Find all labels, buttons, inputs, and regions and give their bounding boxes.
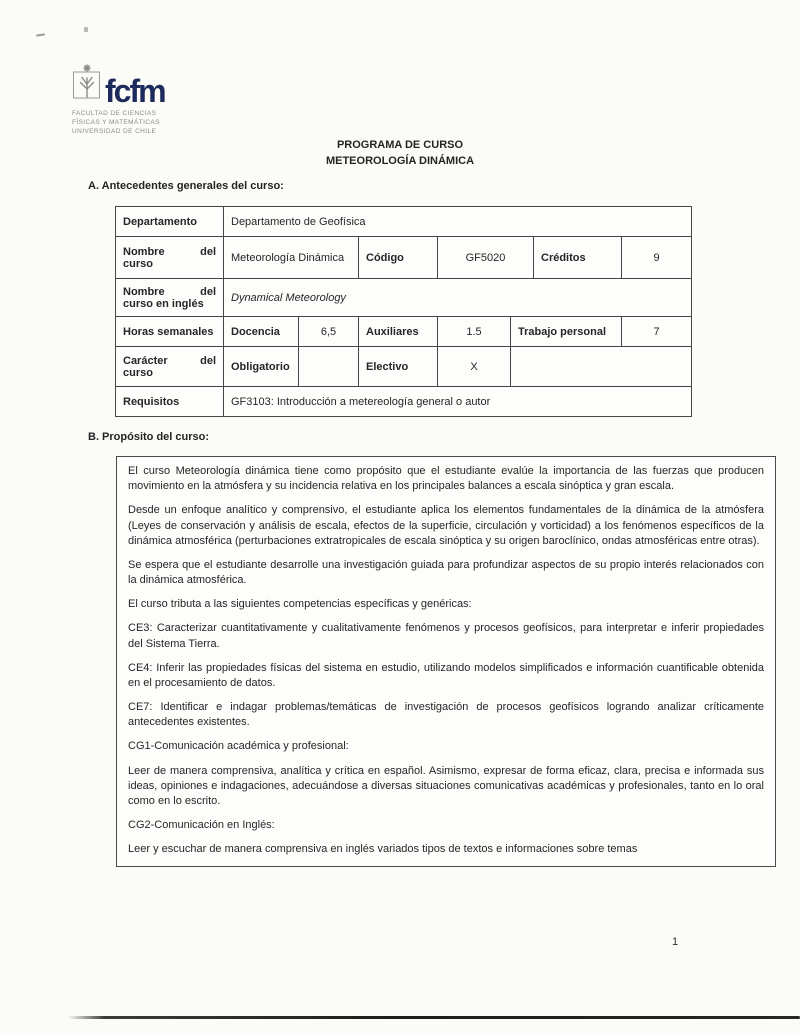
purpose-paragraph-cg2: CG2-Comunicación en Inglés:	[128, 819, 275, 832]
scan-edge-line	[68, 1016, 800, 1019]
scan-speck	[84, 27, 88, 32]
trabajo-personal-value: 7	[622, 317, 692, 347]
electivo-label: Electivo	[359, 347, 438, 387]
auxiliares-label: Auxiliares	[359, 317, 438, 347]
docencia-value: 6,5	[299, 317, 359, 347]
purpose-text-box	[116, 456, 776, 867]
requisitos-value: GF3103: Introducción a metereología general o autor	[224, 387, 692, 417]
caracter-label: Carácter del curso	[116, 347, 224, 387]
creditos-value: 9	[622, 237, 692, 279]
course-info-table	[115, 206, 692, 417]
purpose-paragraph: Leer y escuchar de manera comprensiva en inglés variados tipos de textos e informaciones sobre temas	[128, 843, 638, 856]
row-departamento	[116, 207, 692, 237]
electivo-value: X	[438, 347, 511, 387]
purpose-paragraph: Leer de manera comprensiva, analítica y crítica en español. Asimismo, expresar de forma eficaz, clara, precisa e informada sus ideas, opiniones e indagaciones, adecuándose a diversas situaciones comunicativas académicas y profesionales, tanto en lo oral como en lo escrito.	[128, 764, 764, 807]
nombre-ingles-value: Dynamical Meteorology	[224, 279, 692, 317]
nombre-curso-label: Nombre del curso	[116, 237, 224, 279]
codigo-label: Código	[359, 237, 438, 279]
purpose-paragraph-ce7: CE7: Identificar e indagar problemas/temáticas de investigación de procesos geofísicos logrando analizar críticamente antecedentes existentes.	[128, 701, 764, 729]
purpose-paragraph: El curso tributa a las siguientes competencias específicas y genéricas:	[128, 598, 472, 611]
horas-label: Horas semanales	[116, 317, 224, 347]
nombre-ingles-label: Nombre del curso en inglés	[116, 279, 224, 317]
row-caracter-curso	[116, 347, 692, 387]
creditos-label: Créditos	[534, 237, 622, 279]
logo-subtext-line: UNIVERSIDAD DE CHILE	[72, 128, 157, 136]
docencia-label: Docencia	[224, 317, 299, 347]
purpose-paragraph-cg1: CG1-Comunicación académica y profesional:	[128, 740, 349, 753]
row-nombre-curso	[116, 237, 692, 279]
obligatorio-label: Obligatorio	[224, 347, 299, 387]
fcfm-wordmark: fcfm	[105, 72, 165, 109]
document-title	[0, 138, 800, 170]
row-nombre-ingles	[116, 279, 692, 317]
trabajo-personal-label: Trabajo personal	[511, 317, 622, 347]
purpose-paragraph-ce3: CE3: Caracterizar cuantitativamente y cualitativamente fenómenos y procesos geofísicos, para interpretar e inferir propiedades del Sistema Tierra.	[128, 622, 764, 650]
auxiliares-value: 1.5	[438, 317, 511, 347]
obligatorio-value	[299, 347, 359, 387]
scan-speck	[36, 33, 45, 36]
departamento-value: Departamento de Geofísica	[224, 207, 692, 237]
logo-subtext-line: FÍSICAS Y MATEMÁTICAS	[72, 119, 160, 127]
logo-subtext-line: FACULTAD DE CIENCIAS	[72, 110, 157, 117]
section-b-heading: B. Propósito del curso:	[88, 431, 210, 443]
requisitos-label: Requisitos	[116, 387, 224, 417]
row-horas-semanales	[116, 317, 692, 347]
purpose-paragraph: El curso Meteorología dinámica tiene como propósito que el estudiante evalúe la importancia de las fuerzas que producen movimiento en la atmósfera y su incidencia relativa en los principales balances a escala sinóptica y gran escala.	[128, 465, 764, 493]
title-line-1: PROGRAMA DE CURSO	[336, 139, 464, 151]
purpose-paragraph: Desde un enfoque analítico y comprensivo, el estudiante aplica los elementos fundamentales de la dinámica de la atmósfera (Leyes de conservación y análisis de escala, efectos de la superficie, circulación y vorticidad) a los fenómenos específicos de la dinámica atmosférica (perturbaciones extratropicales de escala sinóptica y su origen baroclínico, ondas atmosféricas entre otras).	[128, 504, 764, 547]
university-tree-emblem-icon	[72, 62, 102, 106]
paper-curl-artifact	[0, 350, 17, 382]
purpose-paragraph: Se espera que el estudiante desarrolle una investigación guiada para profundizar aspectos de su propio interés relacionados con la dinámica atmosférica.	[128, 558, 764, 587]
departamento-label: Departamento	[116, 207, 224, 237]
logo-subtext	[72, 109, 165, 136]
empty-cell	[511, 347, 692, 387]
codigo-value: GF5020	[438, 237, 534, 279]
paper-curl-artifact	[0, 641, 17, 673]
page-number: 1	[672, 936, 679, 948]
nombre-curso-value: Meteorología Dinámica	[224, 237, 359, 279]
title-line-2: METEOROLOGÍA DINÁMICA	[325, 154, 475, 167]
row-requisitos	[116, 387, 692, 417]
fcfm-logo	[72, 62, 165, 136]
section-a-heading: A. Antecedentes generales del curso:	[88, 180, 284, 192]
purpose-paragraph-ce4: CE4: Inferir las propiedades físicas del sistema en estudio, utilizando modelos simplificados e información cuantificable obtenida en el procesamiento de datos.	[128, 661, 764, 689]
